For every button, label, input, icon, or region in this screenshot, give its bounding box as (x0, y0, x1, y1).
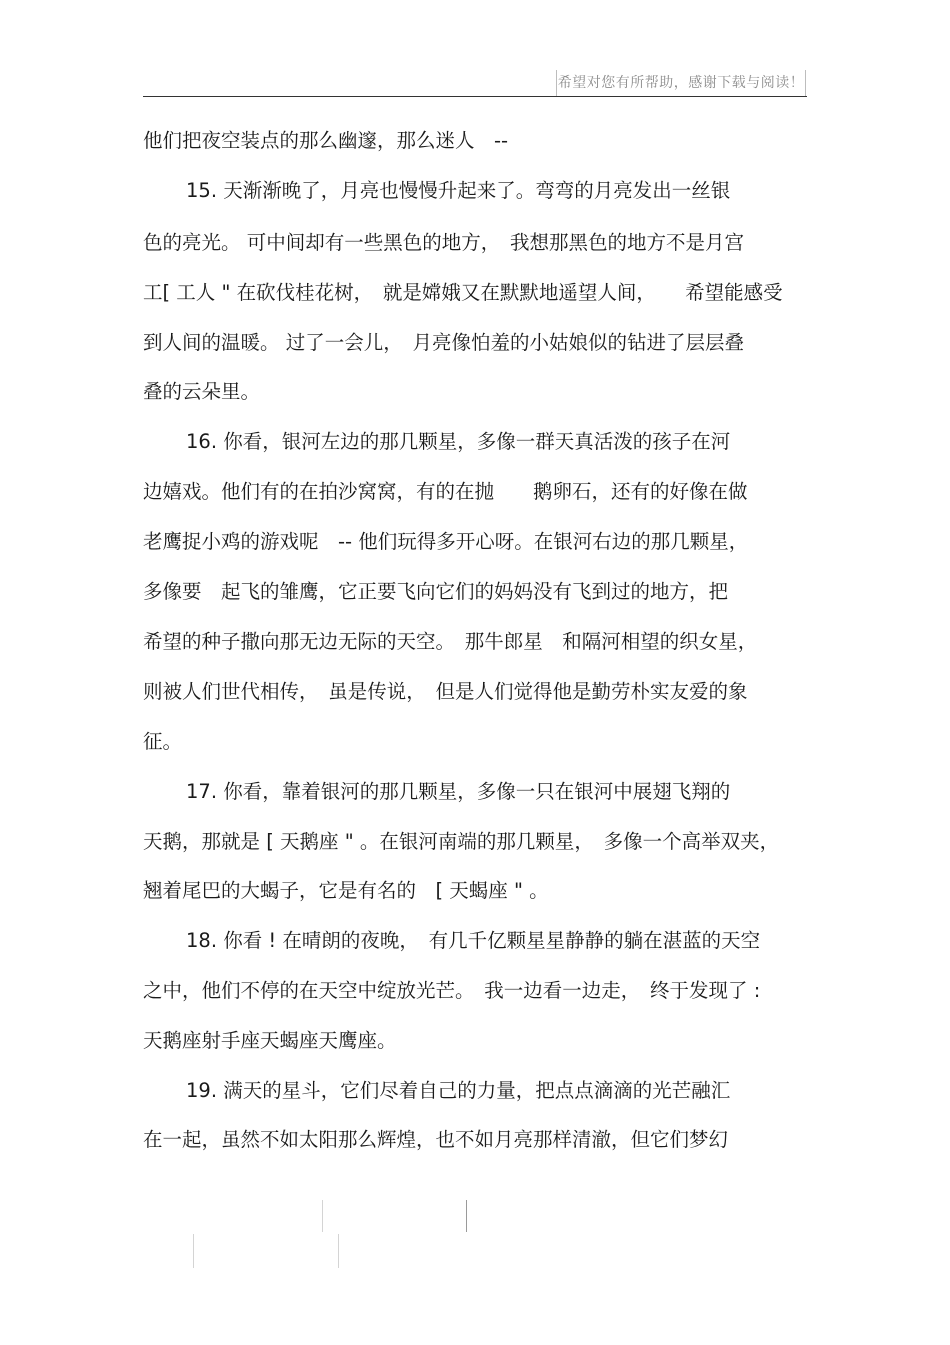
text-line: 叠的云朵里。 (143, 380, 261, 403)
scan-artifact-mark (193, 1234, 194, 1268)
text-line: 18. 你看 ! 在晴朗的夜晚， 有几千亿颗星星静静的躺在湛蓝的天空 (186, 929, 761, 952)
text-line: 天鹅座射手座天蝎座天鹰座。 (143, 1029, 397, 1052)
text-line: 色的亮光。 可中间却有一些黑色的地方， 我想那黑色的地方不是月宫 (143, 231, 744, 254)
text-line: 16. 你看，银河左边的那几颗星，多像一群天真活泼的孩子在河 (186, 430, 731, 453)
text-line: 工[ 工人 " 在砍伐桂花树， 就是嫦娥又在默默地遥望人间， 希望能感受 (143, 281, 783, 304)
text-line: 19. 满天的星斗，它们尽着自己的力量，把点点滴滴的光芒融汇 (186, 1079, 731, 1102)
text-line: 多像要 起飞的雏鹰，它正要飞向它们的妈妈没有飞到过的地方，把 (143, 580, 729, 603)
text-line: 17. 你看，靠着银河的那几颗星，多像一只在银河中展翅飞翔的 (186, 780, 731, 803)
text-line: 征。 (143, 730, 183, 753)
text-line: 天鹅，那就是 [ 天鹅座 " 。在银河南端的那几颗星， 多像一个高举双夹， (143, 830, 780, 853)
text-line: 老鹰捉小鸡的游戏呢 -- 他们玩得多开心呀。在银河右边的那几颗星， (143, 530, 749, 553)
scan-artifact-mark (338, 1234, 339, 1268)
text-line: 他们把夜空装点的那么幽邃，那么迷人 -- (143, 129, 509, 152)
header-note: 希望对您有所帮助，感谢下载与阅读！ (556, 70, 806, 96)
header-rule (143, 96, 807, 97)
text-line: 边嬉戏。他们有的在拍沙窝窝，有的在抛 鹅卵石，还有的好像在做 (143, 480, 748, 503)
text-line: 则被人们世代相传， 虽是传说， 但是人们觉得他是勤劳朴实友爱的象 (143, 680, 748, 703)
text-line: 希望的种子撒向那无边无际的天空。 那牛郎星 和隔河相望的织女星， (143, 630, 758, 653)
text-line: 翘着尾巴的大蝎子，它是有名的 [ 天蝎座 " 。 (143, 879, 549, 902)
scan-artifact-mark (466, 1200, 467, 1232)
text-line: 15. 天渐渐晚了，月亮也慢慢升起来了。弯弯的月亮发出一丝银 (186, 179, 731, 202)
text-line: 到人间的温暖。 过了一会儿， 月亮像怕羞的小姑娘似的钻进了层层叠 (143, 331, 744, 354)
text-line: 在一起，虽然不如太阳那么辉煌，也不如月亮那样清澈，但它们梦幻 (143, 1128, 729, 1151)
scan-artifact-mark (322, 1200, 323, 1232)
text-line: 之中，他们不停的在天空中绽放光芒。 我一边看一边走， 终于发现了 : (143, 979, 761, 1002)
